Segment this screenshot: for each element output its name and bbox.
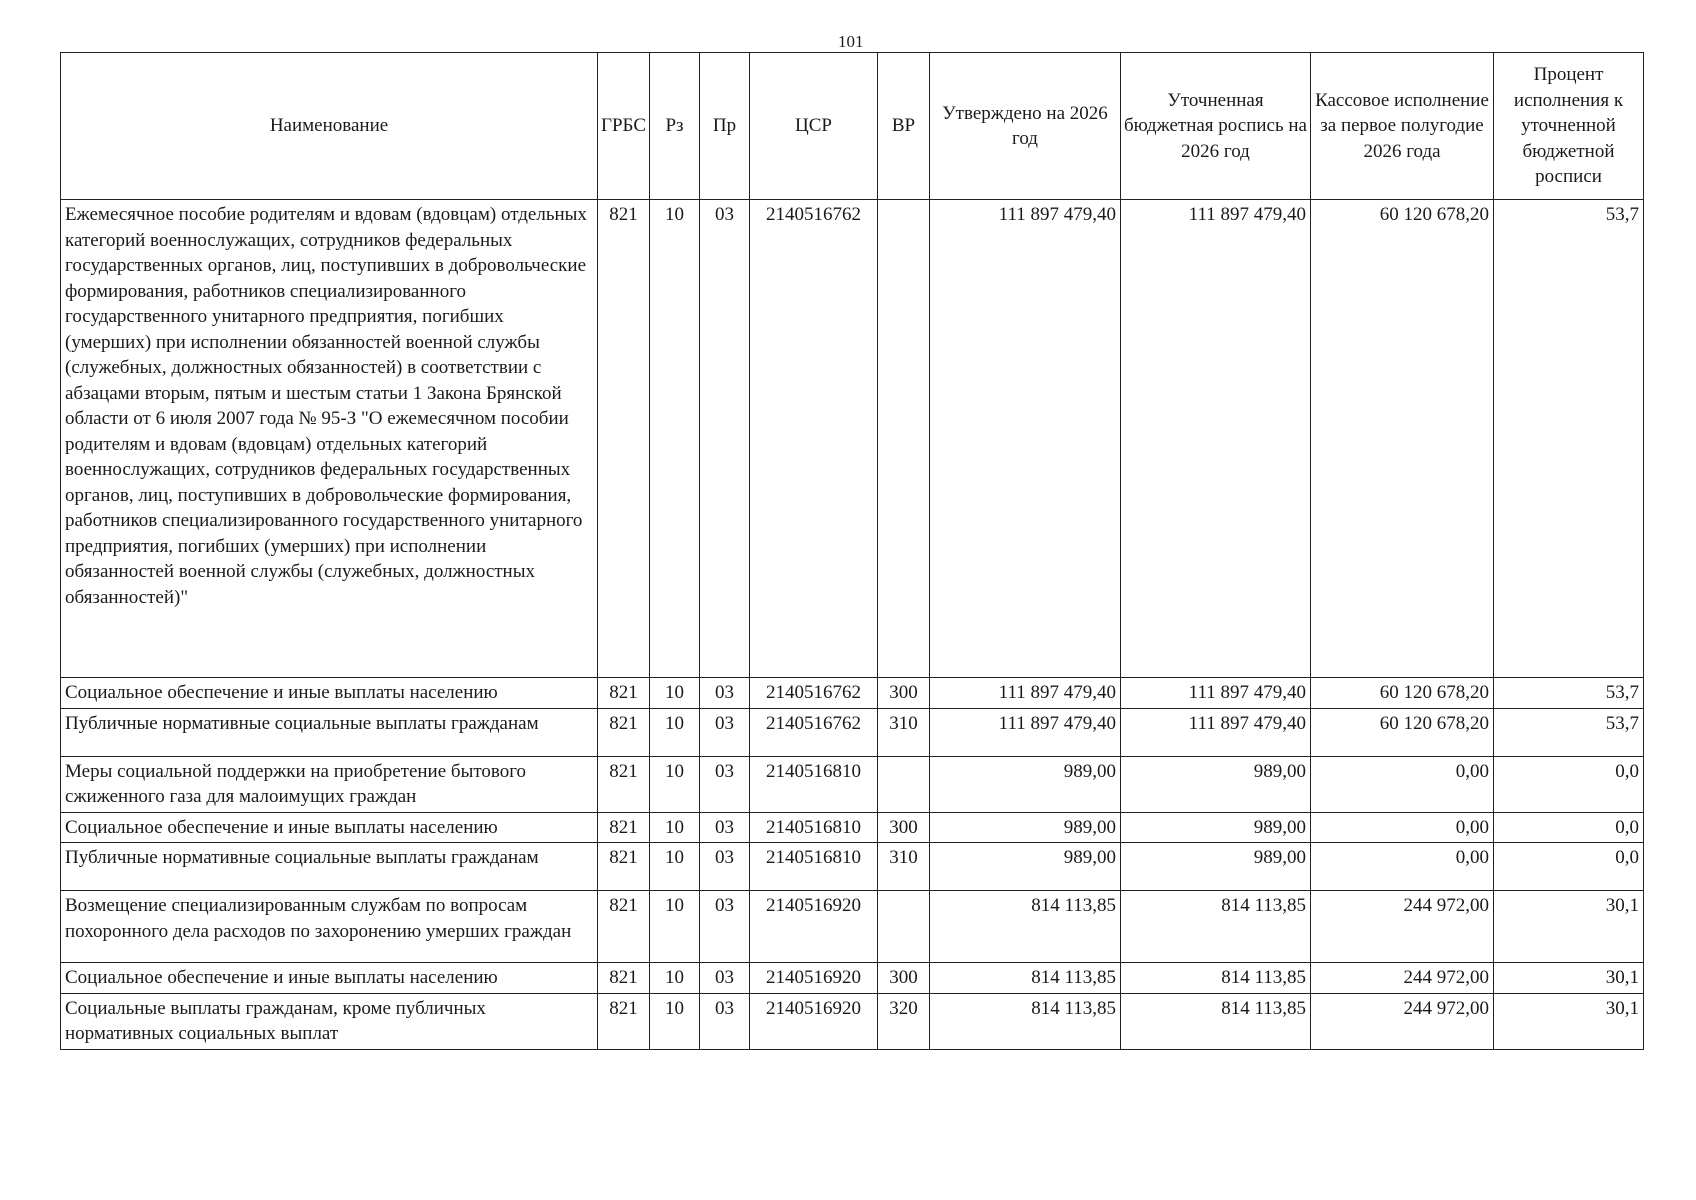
cell-name: Публичные нормативные социальные выплаты гражданам (61, 843, 598, 891)
cell-approved: 989,00 (930, 812, 1121, 843)
table-row (61, 756, 1644, 812)
cell-csr: 2140516920 (750, 891, 878, 963)
header-percent: Процент исполнения к уточненной бюджетной росписи (1494, 53, 1644, 200)
cell-name: Возмещение специализированным службам по вопросам похоронного дела расходов по захоронению умерших граждан (61, 891, 598, 963)
cell-grbs: 821 (598, 891, 650, 963)
cell-cash: 244 972,00 (1311, 963, 1494, 994)
cell-refined: 111 897 479,40 (1121, 708, 1311, 756)
cell-approved: 814 113,85 (930, 963, 1121, 994)
cell-pr: 03 (700, 200, 750, 678)
cell-refined: 814 113,85 (1121, 891, 1311, 963)
cell-refined: 111 897 479,40 (1121, 678, 1311, 709)
cell-pr: 03 (700, 963, 750, 994)
cell-percent: 0,0 (1494, 756, 1644, 812)
cell-name: Публичные нормативные социальные выплаты гражданам (61, 708, 598, 756)
cell-rz: 10 (650, 200, 700, 678)
cell-pr: 03 (700, 678, 750, 709)
budget-table (60, 52, 1644, 1050)
cell-cash: 0,00 (1311, 812, 1494, 843)
cell-cash: 0,00 (1311, 756, 1494, 812)
cell-pr: 03 (700, 708, 750, 756)
cell-grbs: 821 (598, 708, 650, 756)
cell-cash: 60 120 678,20 (1311, 200, 1494, 678)
cell-grbs: 821 (598, 963, 650, 994)
cell-percent: 53,7 (1494, 708, 1644, 756)
cell-csr: 2140516810 (750, 843, 878, 891)
cell-pr: 03 (700, 891, 750, 963)
cell-grbs: 821 (598, 756, 650, 812)
table-row (61, 678, 1644, 709)
cell-grbs: 821 (598, 843, 650, 891)
cell-percent: 30,1 (1494, 891, 1644, 963)
cell-grbs: 821 (598, 993, 650, 1049)
table-row (61, 708, 1644, 756)
cell-cash: 244 972,00 (1311, 993, 1494, 1049)
cell-pr: 03 (700, 812, 750, 843)
table-row (61, 993, 1644, 1049)
cell-vr: 310 (878, 843, 930, 891)
cell-csr: 2140516920 (750, 963, 878, 994)
cell-csr: 2140516810 (750, 812, 878, 843)
cell-pr: 03 (700, 756, 750, 812)
cell-rz: 10 (650, 678, 700, 709)
table-body (61, 200, 1644, 1050)
table-row (61, 963, 1644, 994)
page-number: 101 (838, 32, 864, 51)
cell-csr: 2140516762 (750, 678, 878, 709)
header-cash: Кассовое исполнение за первое полугодие 2026 года (1311, 53, 1494, 200)
header-grbs: ГРБС (598, 53, 650, 200)
cell-percent: 53,7 (1494, 200, 1644, 678)
cell-cash: 60 120 678,20 (1311, 708, 1494, 756)
cell-vr: 310 (878, 708, 930, 756)
cell-refined: 111 897 479,40 (1121, 200, 1311, 678)
cell-refined: 814 113,85 (1121, 963, 1311, 994)
cell-refined: 814 113,85 (1121, 993, 1311, 1049)
cell-rz: 10 (650, 891, 700, 963)
cell-csr: 2140516810 (750, 756, 878, 812)
cell-rz: 10 (650, 756, 700, 812)
cell-pr: 03 (700, 993, 750, 1049)
cell-name: Меры социальной поддержки на приобретение бытового сжиженного газа для малоимущих граждан (61, 756, 598, 812)
cell-vr: 300 (878, 812, 930, 843)
cell-rz: 10 (650, 993, 700, 1049)
cell-grbs: 821 (598, 812, 650, 843)
cell-grbs: 821 (598, 200, 650, 678)
cell-percent: 30,1 (1494, 993, 1644, 1049)
header-refined: Уточненная бюджетная роспись на 2026 год (1121, 53, 1311, 200)
cell-name: Социальное обеспечение и иные выплаты населению (61, 812, 598, 843)
cell-name: Социальные выплаты гражданам, кроме публичных нормативных социальных выплат (61, 993, 598, 1049)
cell-vr: 300 (878, 963, 930, 994)
cell-percent: 0,0 (1494, 812, 1644, 843)
cell-percent: 30,1 (1494, 963, 1644, 994)
table-row (61, 200, 1644, 678)
cell-vr: 300 (878, 678, 930, 709)
cell-csr: 2140516762 (750, 200, 878, 678)
cell-cash: 60 120 678,20 (1311, 678, 1494, 709)
cell-approved: 111 897 479,40 (930, 708, 1121, 756)
cell-cash: 0,00 (1311, 843, 1494, 891)
header-vr: ВР (878, 53, 930, 200)
cell-approved: 814 113,85 (930, 993, 1121, 1049)
cell-vr (878, 891, 930, 963)
table-row (61, 891, 1644, 963)
cell-vr (878, 200, 930, 678)
cell-rz: 10 (650, 843, 700, 891)
cell-rz: 10 (650, 708, 700, 756)
cell-percent: 53,7 (1494, 678, 1644, 709)
cell-approved: 989,00 (930, 756, 1121, 812)
cell-grbs: 821 (598, 678, 650, 709)
cell-refined: 989,00 (1121, 843, 1311, 891)
header-name: Наименование (61, 53, 598, 200)
cell-rz: 10 (650, 963, 700, 994)
cell-rz: 10 (650, 812, 700, 843)
header-pr: Пр (700, 53, 750, 200)
header-rz: Рз (650, 53, 700, 200)
cell-name: Социальное обеспечение и иные выплаты населению (61, 963, 598, 994)
cell-approved: 111 897 479,40 (930, 678, 1121, 709)
cell-csr: 2140516762 (750, 708, 878, 756)
table-header (61, 53, 1644, 200)
cell-cash: 244 972,00 (1311, 891, 1494, 963)
cell-name: Социальное обеспечение и иные выплаты населению (61, 678, 598, 709)
table-row (61, 812, 1644, 843)
cell-vr: 320 (878, 993, 930, 1049)
cell-csr: 2140516920 (750, 993, 878, 1049)
cell-refined: 989,00 (1121, 812, 1311, 843)
header-csr: ЦСР (750, 53, 878, 200)
cell-percent: 0,0 (1494, 843, 1644, 891)
cell-approved: 989,00 (930, 843, 1121, 891)
cell-refined: 989,00 (1121, 756, 1311, 812)
table-row (61, 843, 1644, 891)
cell-approved: 111 897 479,40 (930, 200, 1121, 678)
cell-approved: 814 113,85 (930, 891, 1121, 963)
cell-vr (878, 756, 930, 812)
cell-pr: 03 (700, 843, 750, 891)
cell-name: Ежемесячное пособие родителям и вдовам (вдовцам) отдельных категорий военнослужащих, сотрудников федеральных государственных органов, лиц, поступивших в добровольческие формирования, работников специализированного государственного унитарного предприятия, погибших (умерших) при исполнении обязанностей военной службы (служебных, должностных обязанностей) в соответствии с абзацами вторым, пятым и шестым статьи 1 Закона Брянской области от 6 июля 2007 года № 95-З "О ежемесячном пособии родителям и вдовам (вдовцам) отдельных категорий военнослужащих, сотрудников федеральных государственных органов, лиц, поступивших в добровольческие формирования, работников специализированного государственного унитарного предприятия, погибших (умерших) при исполнении обязанностей военной службы (служебных, должностных обязанностей)" (61, 200, 598, 678)
header-approved: Утверждено на 2026 год (930, 53, 1121, 200)
